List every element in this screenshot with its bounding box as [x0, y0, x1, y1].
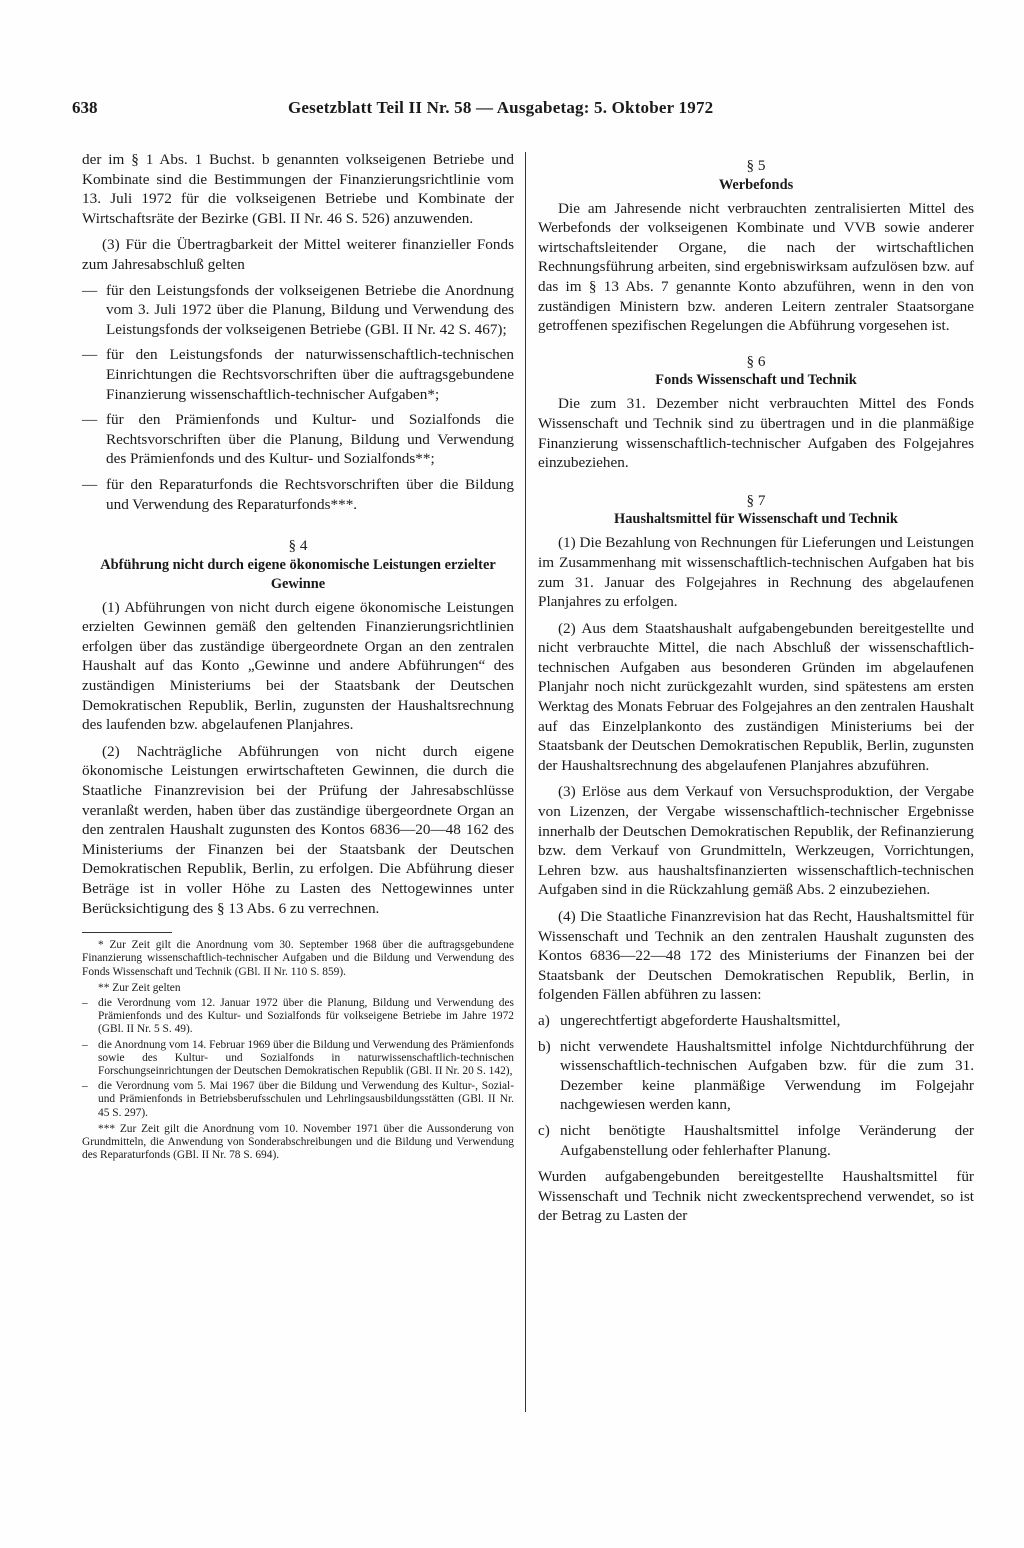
column-divider	[525, 152, 526, 1412]
page-header	[72, 98, 972, 124]
dash-item	[82, 345, 514, 404]
list-item-text: nicht benötigte Haushaltsmittel infolge Veränderung der Aufgabenstellung oder fehlerhafter Planung.	[560, 1121, 974, 1159]
running-title: Gesetzblatt Teil II Nr. 58 — Ausgabetag: 5. Oktober 1972	[288, 98, 714, 117]
dash-item-text: für den Leistungsfonds der volkseigenen Betriebe die Anordnung vom 3. Juli 1972 über die Planung, Bildung und Verwendung des Leistungsfonds der volkseigenen Betriebe (GBl. II Nr. 42 S. 467);	[106, 281, 514, 338]
sec6-paragraph: Die zum 31. Dezember nicht verbrauchten Mittel des Fonds Wissenschaft und Technik sind zu übertragen und in die planmäßige Finanzierung wissenschaftlich-technischer Aufgaben des Folgejahres einzubeziehen.	[538, 395, 974, 472]
footnote-2-item-text: die Verordnung vom 12. Januar 1972 über die Planung, Bildung und Verwendung des Prämienfonds und des Kultur- und Sozialfonds für volkseigene Betriebe im Jahre 1972 (GBl. II Nr. 5 S. 49).	[98, 997, 514, 1036]
continuation-paragraph: der im § 1 Abs. 1 Buchst. b genannten volkseigenen Betriebe und Kombinate sind die Bestimmungen der Finanzierungsrichtlinie vom 13. Juli 1972 für die volkseigenen Betriebe und Kombinate der Wirtschaftsräte der Bezirke (GBl. II Nr. 46 S. 526) anzuwenden.	[82, 151, 514, 227]
footnote-2-item	[82, 1039, 514, 1079]
dash-item-text: für den Prämienfonds und Kultur- und Sozialfonds die Rechtsvorschriften über die Planung, Bildung und Verwendung des Prämienfonds und des Kultur- und Sozialfonds**;	[106, 411, 514, 468]
section-4-title: Abführung nicht durch eigene ökonomische Leistungen erzielter Gewinne	[100, 556, 496, 592]
footnote-3: *** Zur Zeit gilt die Anordnung vom 10. November 1971 über die Aussonderung von Grundmitteln, die Anwendung von Sonderabschreibungen und die Bildung und Verwendung des Reparaturfonds (GBl. II Nr. 78 S. 694).	[82, 1122, 514, 1162]
sec4-para-2: (2) Nachträgliche Abführungen von nicht durch eigene ökonomische Leistungen erwirtschafteten Gewinnen, die durch die Staatliche Finanzrevision bei der Prüfung der Jahresabschlüsse veranlaßt werden, haben über das zuständige übergeordnete Organ an den zentralen Haushalt zugunsten des Kontos 6836—20—48 162 des Ministeriums der Finanzen bei der Staatsbank der Deutschen Demokratischen Republik, Berlin, zu erfolgen. Die Abführung dieser Beträge ist in voller Höhe zu Lasten des Nettogewinnes unter Berücksichtigung des § 13 Abs. 6 zu verrechnen.	[82, 742, 514, 917]
sec7-para-4: (4) Die Staatliche Finanzrevision hat das Recht, Haushaltsmittel für Wissenschaft und Technik an den zentralen Haushalt zugunsten des Kontos 6836—22—48 172 des Ministeriums der Finanzen bei der Staatsbank der Deutschen Demokratischen Republik, Berlin, in folgenden Fällen abführen zu lassen:	[538, 908, 974, 1004]
dash-mark: —	[82, 475, 98, 493]
sec4-para-1: (1) Abführungen von nicht durch eigene ökonomische Leistungen erzielten Gewinnen gemäß den geltenden Finanzierungsrichtlinien erfolgen über das zuständige übergeordnete Organ an den zentralen Haushalt auf das Konto „Gewinne und andere Abführungen“ des zuständigen Ministeriums bei der Staatsbank der Deutschen Demokratischen Republik, Berlin, zugunsten der Haushaltsrechnung des laufenden bzw. abgelaufenen Planjahres.	[82, 598, 514, 734]
list-item-text: ungerechtfertigt abgeforderte Haushaltsmittel,	[560, 1011, 841, 1029]
dash-item-text: für den Leistungsfonds der naturwissenschaftlich-technischen Einrichtungen die Rechtsvorschriften über die auftragsgebundene Finanzierung wissenschaftlich-technischer Aufgaben*;	[106, 346, 514, 403]
closing-paragraph: Wurden aufgabengebunden bereitgestellte Haushaltsmittel für Wissenschaft und Technik nicht zweckentsprechend verwendet, so ist der Betrag zu Lasten der	[538, 1168, 974, 1225]
section-5-title: Werbefonds	[718, 176, 794, 193]
list-item	[538, 1011, 974, 1031]
sec7-para-3: (3) Erlöse aus dem Verkauf von Versuchsproduktion, der Vergabe von Lizenzen, der Vergabe wissenschaftlich-technischer Ergebnisse innerhalb der Deutschen Demokratischen Republik, der Refinanzierung bzw. dem Verkauf von Grundmitteln, Werkzeugen, Vorrichtungen, Lehren bzw. aus haushaltsfinanzierten wissenschaftlich-technischen Aufgaben sind in die Rückzahlung gemäß Abs. 2 einzubeziehen.	[538, 783, 974, 899]
sec3-para-3: (3) Für die Übertragbarkeit der Mittel weiterer finanzieller Fonds zum Jahresabschluß gelten	[82, 236, 514, 273]
section-4-number: § 4	[288, 537, 308, 555]
dash-item-text: für den Reparaturfonds die Rechtsvorschriften über die Bildung und Verwendung des Reparaturfonds***.	[106, 475, 514, 513]
sec7-para-1: (1) Die Bezahlung von Rechnungen für Lieferungen und Leistungen im Zusammenhang mit wissenschaftlich-technischen Aufgaben hat bis zum 31. Januar des Folgejahres in Rechnung des abgelaufenen Planjahres zu erfolgen.	[538, 534, 974, 611]
footnote-2-item-text: die Verordnung vom 5. Mai 1967 über die Bildung und Verwendung des Kultur-, Sozial- und Prämienfonds in Betriebsberufsschulen und Lehrlingsausbildungsstätten (GBl. II Nr. 45 S. 297).	[98, 1080, 514, 1119]
list-marker: c)	[538, 1121, 550, 1139]
section-6-title: Fonds Wissenschaft und Technik	[655, 372, 857, 389]
dash-mark: –	[82, 1038, 88, 1051]
footnote-1: * Zur Zeit gilt die Anordnung vom 30. September 1968 über die auftragsgebundene Finanzierung wissenschaftlich-technischer Aufgaben und die Bildung und Verwendung des Fonds Wissenschaft und Technik (GBl. II Nr. 110 S. 859).	[82, 939, 514, 978]
right-column	[538, 150, 974, 1226]
dash-mark: —	[82, 346, 98, 364]
dash-mark: –	[82, 997, 88, 1009]
footnote-2-item-text: die Anordnung vom 14. Februar 1969 über die Bildung und Verwendung des Prämienfonds sowie des Kultur- und Sozialfonds in naturwissenschaftlich-technischen Forschungseinrichtungen der Deutschen Demokratischen Republik (GBl. II Nr. 20 S. 142),	[98, 1038, 514, 1078]
list-item	[538, 1121, 974, 1160]
footnote-2-item	[82, 997, 514, 1037]
footnote-rule	[82, 932, 172, 933]
sec5-paragraph: Die am Jahresende nicht verbrauchten zentralisierten Mittel des Werbefonds der volkseigenen Kombinate und VVB sowie anderer wirtschaftsleitender Organe, die nach der wirtschaftlichen Rechnungsführung arbeiten, sind ergebniswirksam aufzulösen bzw. auf das im § 13 Abs. 7 genannte Konto abzuführen, wenn in den von zuständigen Ministern bzw. anderen Leitern zentraler Staatsorgane getroffenen spezifischen Regelungen die Abführung vorgesehen ist.	[538, 199, 974, 335]
sec7-para-2: (2) Aus dem Staatshaushalt aufgabengebunden bereitgestellte und nicht verbrauchte Mittel, die nach Abschluß der wissenschaftlich-technischen Aufgaben aus besonderen Gründen im abgelaufenen Planjahr noch nicht zurückgezahlt wurden, sind spätestens am ersten Werktag des Monats Februar des Folgejahres an den zentralen Haushalt auf das Einzelplankonto des zuständigen Ministeriums bei der Staatsbank der Deutschen Demokratischen Republik, Berlin, zugunsten der Haushaltsrechnung des abgelaufenen Planjahres abzuführen.	[538, 619, 974, 774]
list-marker: a)	[538, 1011, 550, 1029]
list-item	[538, 1037, 974, 1115]
section-7-title: Haushaltsmittel für Wissenschaft und Technik	[614, 511, 898, 528]
dash-mark: –	[82, 1080, 88, 1093]
footnote-2-head: ** Zur Zeit gelten	[98, 981, 181, 994]
footnote-2-item	[82, 1080, 514, 1120]
page-number: 638	[72, 98, 98, 117]
dash-mark: —	[82, 411, 98, 429]
list-item-text: nicht verwendete Haushaltsmittel infolge Nichtdurchführung der wissenschaftlich-technischen Aufgaben bzw. für die zum 31. Dezember keine planmäßige Verwendung im Folgejahr nachgewiesen werden kann,	[560, 1037, 974, 1114]
section-7-number: § 7	[746, 491, 766, 509]
list-marker: b)	[538, 1037, 551, 1055]
dash-mark: —	[82, 281, 98, 299]
section-6-number: § 6	[746, 352, 766, 370]
section-5-number: § 5	[746, 157, 766, 174]
dash-item	[82, 410, 514, 469]
dash-item	[82, 281, 514, 340]
dash-item	[82, 475, 514, 514]
left-column	[82, 150, 514, 1162]
